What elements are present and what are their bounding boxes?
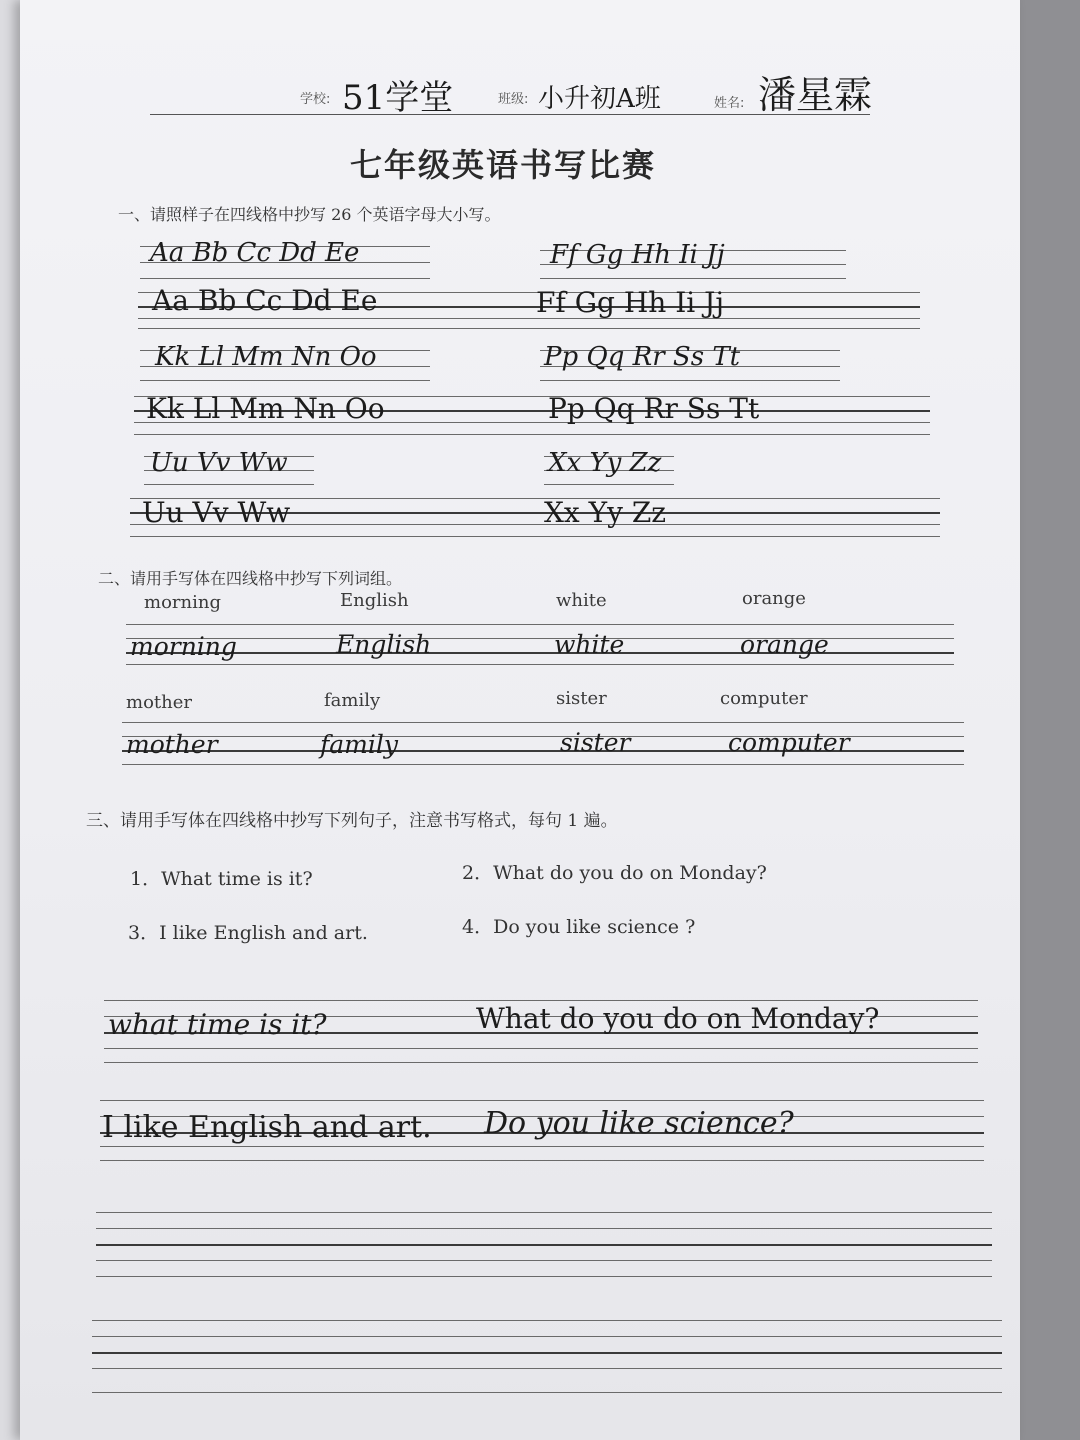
copy-letters-u-w: Uu Vv Ww [142,496,291,529]
word-sister: sister [556,688,607,709]
word-mother: mother [126,692,192,713]
copy-family: family [320,730,398,759]
model-letters-x-z: Xx Yy Zz [548,448,662,478]
sentence-3: 3．I like English and art. [128,922,368,944]
model-letters-p-t: Pp Qq Rr Ss Tt [544,342,741,372]
copy-letters-f-j: Ff Gg Hh Ii Jj [536,286,725,319]
word-orange: orange [742,588,806,609]
copy-letters-a-e: Aa Bb Cc Dd Ee [152,284,378,317]
copy-sentence-2: What do you do on Monday? [476,1002,880,1035]
school-value: 51学堂 [342,78,454,118]
copy-sister: sister [560,728,631,757]
copy-orange: orange [740,630,829,659]
copy-white: white [554,630,625,659]
section1-instruction: 一、请照样子在四线格中抄写 26 个英语字母大小写。 [118,205,501,224]
copy-computer: computer [728,728,850,757]
model-letters-k-o: Kk Ll Mm Nn Oo [155,342,377,372]
sentence-2: 2．What do you do on Monday? [462,862,767,884]
word-morning: morning [144,592,221,613]
worksheet-page [20,0,1020,1440]
word-english: English [340,590,409,611]
copy-letters-x-z: Xx Yy Zz [544,496,667,529]
copy-morning: morning [130,632,237,661]
model-letters-f-j: Ff Gg Hh Ii Jj [550,240,725,270]
name-label: 姓名: [714,96,745,111]
section2-instruction: 二、请用手写体在四线格中抄写下列词组。 [98,569,403,588]
model-letters-a-e: Aa Bb Cc Dd Ee [150,238,360,268]
name-value: 潘星霖 [758,73,873,117]
section3-instruction: 三、请用手写体在四线格中抄写下列句子，注意书写格式，每句 1 遍。 [86,811,618,831]
class-value: 小升初A班 [538,84,661,114]
word-computer: computer [720,688,808,709]
copy-letters-p-t: Pp Qq Rr Ss Tt [548,392,760,425]
copy-mother: mother [126,730,218,759]
word-white: white [556,590,607,611]
word-family: family [324,690,381,711]
copy-english: English [336,630,432,659]
copy-sentence-3: I like English and art. [102,1110,432,1145]
model-letters-u-w: Uu Vv Ww [150,448,288,478]
copy-sentence-1: what time is it? [108,1008,327,1041]
sentence-4: 4．Do you like science ? [462,916,696,938]
class-label: 班级: [498,92,529,107]
copy-sentence-4: Do you like science? [484,1106,794,1141]
sentence-1: 1．What time is it? [130,868,313,890]
copy-letters-k-o: Kk Ll Mm Nn Oo [146,392,385,425]
school-label: 学校: [300,92,331,107]
page-title: 七年级英语书写比赛 [350,146,657,184]
